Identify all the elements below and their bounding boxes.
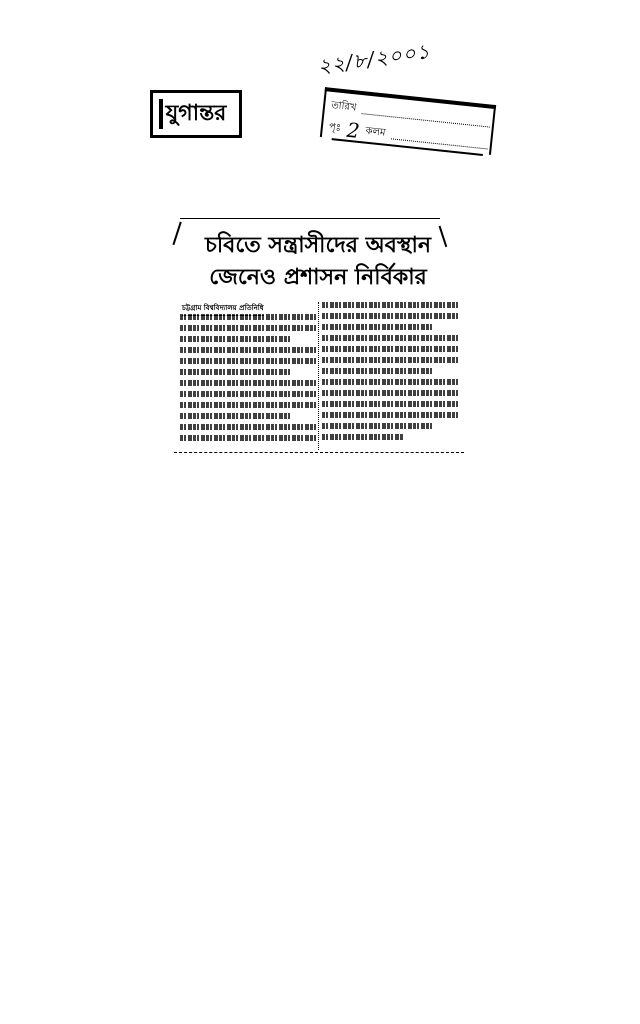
masthead-bar xyxy=(159,99,163,129)
clip-bottom-rule xyxy=(174,452,464,453)
text-line xyxy=(180,325,316,331)
newspaper-clipping xyxy=(170,218,466,458)
newspaper-masthead xyxy=(150,90,242,138)
text-line xyxy=(322,390,458,396)
article-column-right xyxy=(322,302,458,446)
stamp-date-label: তারিখ xyxy=(330,99,357,114)
clip-top-rule xyxy=(180,218,440,219)
handwritten-date: ২২/৮/২০০১ xyxy=(316,38,432,79)
text-line xyxy=(180,369,292,375)
text-line xyxy=(322,313,458,319)
text-line xyxy=(180,314,316,320)
text-line xyxy=(180,358,316,364)
text-line xyxy=(322,401,458,407)
text-line xyxy=(322,335,458,341)
text-line xyxy=(180,402,316,408)
text-line xyxy=(322,346,458,352)
article-byline: চট্টগ্রাম বিশ্ববিদ্যালয় প্রতিনিধি xyxy=(182,302,264,316)
text-line xyxy=(322,324,434,330)
text-line xyxy=(322,357,458,363)
headline-line-2: জেনেও প্রশাসন নির্বিকার xyxy=(209,265,427,290)
archive-stamp xyxy=(320,87,496,155)
text-line xyxy=(180,380,316,386)
stamp-column-label: কলম xyxy=(365,125,387,139)
text-line xyxy=(322,368,434,374)
text-line xyxy=(322,379,458,385)
text-line xyxy=(180,336,292,342)
headline-line-1: চবিতে সন্ত্রাসীদের অবস্থান xyxy=(205,233,431,258)
stamp-page-label: পৃঃ xyxy=(328,121,342,134)
masthead-name: যুগান্তর xyxy=(165,100,227,126)
text-line xyxy=(322,423,434,429)
column-divider xyxy=(318,302,319,450)
text-line xyxy=(180,413,292,419)
text-line xyxy=(322,434,404,440)
stamp-page-number: 2 xyxy=(345,117,361,143)
text-line xyxy=(180,391,316,397)
text-line xyxy=(180,435,316,441)
article-headline xyxy=(170,230,466,294)
text-line xyxy=(180,347,316,353)
text-line xyxy=(322,412,458,418)
article-column-left xyxy=(180,314,316,446)
text-line xyxy=(180,424,316,430)
text-line xyxy=(322,302,458,308)
